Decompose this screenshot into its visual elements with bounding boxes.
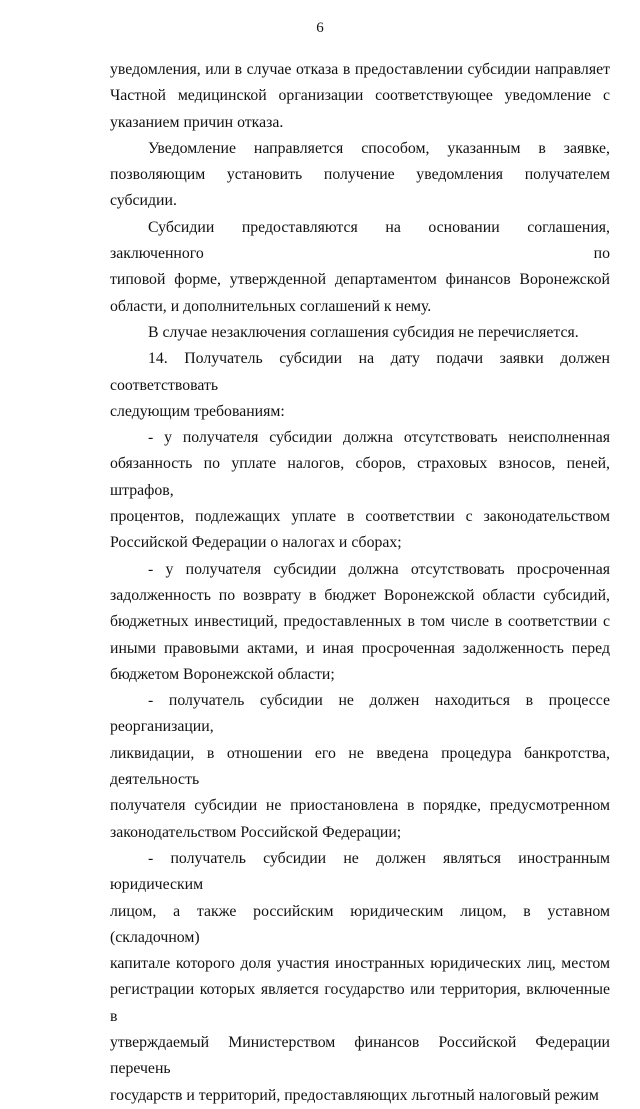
- paragraph-6-line-1: - у получателя субсидии должна отсутствовать неисполненная: [148, 429, 610, 447]
- paragraph-2-line-1: Уведомление направляется способом, указанным в заявке,: [148, 139, 610, 157]
- paragraph-9-line-4: регистрации которых является государство или территория, включенные в: [110, 981, 610, 1025]
- paragraph-9-line-2: лицом, а также российским юридическим лицом, в уставном (складочном): [110, 902, 610, 946]
- paragraph-6-line-2: обязанность по уплате налогов, сборов, страховых взносов, пеней, штрафов,: [110, 455, 610, 499]
- paragraph-7-line-5: бюджетом Воронежской области;: [110, 665, 335, 683]
- page-number: 6: [316, 20, 324, 36]
- paragraph-6-line-4: Российской Федерации о налогах и сборах;: [110, 534, 402, 552]
- paragraph-9-line-1: - получатель субсидии не должен являться иностранным юридическим: [110, 849, 610, 894]
- paragraph-4-line-1: В случае незаключения соглашения субсидия не перечисляется.: [148, 323, 579, 341]
- paragraph-3-line-2: типовой форме, утвержденной департаментом финансов Воронежской: [110, 271, 610, 289]
- paragraph-8-line-2: ликвидации, в отношении его не введена процедура банкротства, деятельность: [110, 744, 610, 789]
- paragraph-9-line-3: капитале которого доля участия иностранных юридических лиц, местом: [110, 955, 610, 973]
- paragraph-5-line-1: 14. Получатель субсидии на дату подачи заявки должен соответствовать: [110, 350, 610, 394]
- paragraph-3-line-3: области, и дополнительных соглашений к нему.: [110, 297, 432, 315]
- document-body: [110, 57, 610, 1109]
- paragraph-8-line-4: законодательством Российской Федерации;: [110, 823, 402, 841]
- paragraph-8-line-1: - получатель субсидии не должен находиться в процессе реорганизации,: [110, 692, 610, 736]
- paragraph-5-line-2: следующим требованиям:: [110, 402, 285, 420]
- paragraph-7-line-4: иными правовыми актами, и иная просроченная задолженность перед: [110, 639, 610, 657]
- paragraph-7-line-2: задолженность по возврату в бюджет Воронежской области субсидий,: [110, 586, 610, 604]
- paragraph-3-line-1: Субсидии предоставляются на основании соглашения, заключенного по: [110, 218, 610, 263]
- paragraph-1-line-2: Частной медицинской организации соответствующее уведомление с: [110, 87, 610, 105]
- paragraph-1-line-1: уведомления, или в случае отказа в предоставлении субсидии направляет: [110, 61, 610, 78]
- paragraph-9-line-6: государств и территорий, предоставляющих льготный налоговый режим: [110, 1086, 599, 1104]
- paragraph-1-line-3: указанием причин отказа.: [110, 113, 284, 131]
- paragraph-7-line-1: - у получателя субсидии должна отсутствовать просроченная: [148, 560, 610, 578]
- paragraph-9-line-5: утверждаемый Министерством финансов Российской Федерации перечень: [110, 1033, 610, 1078]
- paragraph-8-line-3: получателя субсидии не приостановлена в порядке, предусмотренном: [110, 797, 610, 815]
- paragraph-2-line-2: позволяющим установить получение уведомления получателем субсидии.: [110, 166, 610, 210]
- paragraph-7-line-3: бюджетных инвестиций, предоставленных в том числе в соответствии с: [110, 613, 610, 631]
- paragraph-6-line-3: процентов, подлежащих уплате в соответствии с законодательством: [110, 508, 610, 526]
